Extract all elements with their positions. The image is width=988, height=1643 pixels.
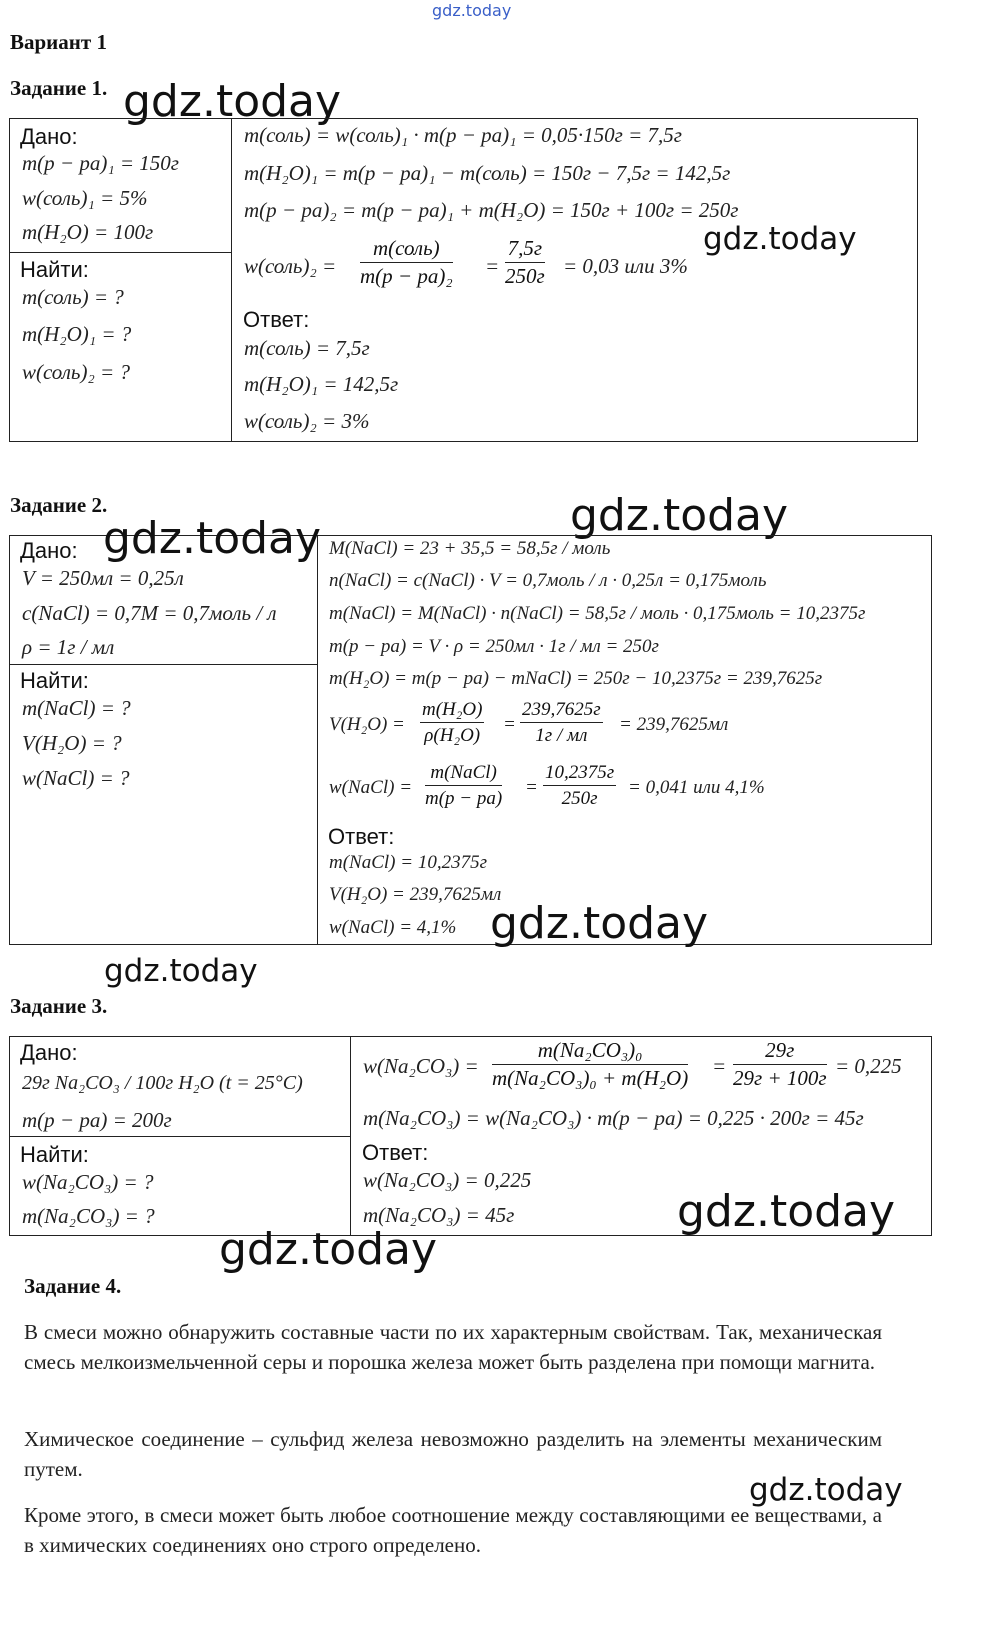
- task2-solution-line: m(p − pa) = V · ρ = 250мл · 1г / мл = 250г: [329, 636, 659, 657]
- task2-fraction: [425, 763, 502, 808]
- task3-fraction: [492, 1040, 688, 1089]
- task1-eq-sign: =: [485, 254, 500, 278]
- task2-answer: m(NaCl) = 10,2375г: [329, 852, 487, 873]
- task1-given-label: Дано:: [20, 124, 78, 149]
- task2-solution-line: m(NaCl) = M(NaCl) · n(NaCl) = 58,5г / моль · 0,175моль = 10,2375г: [329, 603, 866, 624]
- top-watermark: gdz.today: [432, 1, 512, 20]
- watermark: gdz.today: [219, 1224, 438, 1275]
- fraction-denominator: m(p − pa): [425, 788, 503, 809]
- fraction-denominator: ρ(H₂O): [424, 725, 481, 746]
- task2-find-item: w(NaCl) = ?: [22, 766, 130, 790]
- task2-eq-rhs: = 0,041 или 4,1%: [628, 777, 765, 798]
- watermark: gdz.today: [677, 1186, 896, 1237]
- task3-eq-rhs: = 0,225: [835, 1054, 902, 1078]
- task3-solution-line: m(Na₂CO₃) = w(Na₂CO₃) · m(p − pa) = 0,225 · 200г = 45г: [363, 1106, 864, 1130]
- fraction-denominator: m(Na₂CO₃)₀ + m(H₂O): [492, 1066, 689, 1090]
- watermark: gdz.today: [749, 1472, 903, 1508]
- task2-given-item: c(NaCl) = 0,7M = 0,7моль / л: [22, 601, 277, 625]
- task2-given-item: V = 250мл = 0,25л: [22, 566, 184, 590]
- task2-given-item: ρ = 1г / мл: [22, 635, 115, 659]
- task4-heading: Задание 4.: [24, 1274, 122, 1298]
- task3-eq-lhs: w(Na₂CO₃) =: [363, 1054, 479, 1078]
- task1-find-item: m(H₂O)₁ = ?: [22, 322, 132, 346]
- task2-eq-sign: =: [503, 714, 516, 735]
- task1-eq-lhs: w(соль)₂ =: [244, 254, 337, 278]
- task4-paragraph: В смеси можно обнаружить составные части по их характерным свойствам. Так, механическая смесь мелкоизмельченной серы и порошка железа может быть разделена при помощи магнита.: [24, 1320, 882, 1374]
- watermark: gdz.today: [703, 221, 857, 257]
- task2-find-label: Найти:: [20, 668, 89, 693]
- task3-answer-label: Ответ:: [362, 1140, 429, 1165]
- task1-fraction: [505, 238, 545, 287]
- watermark: gdz.today: [104, 953, 258, 989]
- task1-solution-line: m(соль) = w(соль)₁ · m(p − pa)₁ = 0,05·150г = 7,5г: [244, 123, 682, 147]
- task1-given-item: m(H₂O) = 100г: [22, 220, 154, 244]
- task3-find-item: w(Na₂CO₃) = ?: [22, 1170, 154, 1194]
- task3-given-label: Дано:: [20, 1040, 78, 1065]
- task2-solution-line: M(NaCl) = 23 + 35,5 = 58,5г / моль: [329, 538, 611, 559]
- fraction-denominator: 1г / мл: [535, 725, 588, 746]
- task1-given-item: w(соль)₁ = 5%: [22, 186, 148, 210]
- task1-divider: [231, 118, 232, 442]
- task3-given-item: 29г Na₂CO₃ / 100г H₂O (t = 25°C): [22, 1072, 303, 1094]
- task2-eq-rhs: = 239,7625мл: [619, 714, 729, 735]
- watermark: gdz.today: [123, 76, 342, 127]
- variant-title: Вариант 1: [10, 30, 107, 54]
- task3-eq-sign: =: [712, 1054, 727, 1078]
- task3-answer: w(Na₂CO₃) = 0,225: [363, 1168, 532, 1192]
- task3-find-label: Найти:: [20, 1142, 89, 1167]
- task2-solution-line: m(H₂O) = m(p − pa) − mNaCl) = 250г − 10,2375г = 239,7625г: [329, 668, 823, 689]
- task3-find-item: m(Na₂CO₃) = ?: [22, 1204, 155, 1228]
- task1-given-item: m(p − pa)₁ = 150г: [22, 151, 179, 175]
- task1-find-item: m(соль) = ?: [22, 285, 124, 309]
- fraction-numerator: 10,2375г: [543, 763, 616, 786]
- watermark: gdz.today: [570, 490, 789, 541]
- task1-find-item: w(соль)₂ = ?: [22, 360, 130, 384]
- fraction-denominator: 29г + 100г: [733, 1066, 827, 1090]
- task2-answer: w(NaCl) = 4,1%: [329, 917, 457, 938]
- task1-eq-rhs: = 0,03 или 3%: [563, 254, 688, 278]
- task2-given-label: Дано:: [20, 538, 78, 563]
- task2-answer: V(H₂O) = 239,7625мл: [329, 884, 502, 905]
- fraction-numerator: 29г: [733, 1040, 827, 1065]
- fraction-numerator: m(NaCl): [425, 763, 502, 786]
- task2-fraction: [420, 700, 484, 745]
- fraction-numerator: m(H₂O): [420, 700, 484, 723]
- task4-paragraph: Химическое соединение – сульфид железа невозможно разделить на элементы механическим путем.: [24, 1427, 882, 1481]
- task1-answer: m(H₂O)₁ = 142,5г: [244, 372, 399, 396]
- task2-find-item: m(NaCl) = ?: [22, 696, 131, 720]
- task3-answer: m(Na₂CO₃) = 45г: [363, 1203, 515, 1227]
- fraction-denominator: 250г: [561, 788, 598, 809]
- task2-eq-lhs: w(NaCl) =: [329, 777, 413, 798]
- fraction-denominator: m(p − pa)₂: [360, 264, 453, 288]
- task1-answer: m(соль) = 7,5г: [244, 336, 370, 360]
- fraction-numerator: m(соль): [360, 238, 453, 263]
- task2-divider: [317, 535, 318, 945]
- task1-answer: w(соль)₂ = 3%: [244, 409, 370, 433]
- task4-paragraph: Кроме этого, в смеси может быть любое соотношение между составляющими ее веществами, а в химических соединениях оно строго определено.: [24, 1503, 882, 1557]
- task3-fraction: [733, 1040, 827, 1089]
- task1-solution-line: m(H₂O)₁ = m(p − pa)₁ − m(соль) = 150г − 7,5г = 142,5г: [244, 161, 731, 185]
- task1-answer-label: Ответ:: [243, 307, 310, 332]
- fraction-numerator: 239,7625г: [520, 700, 603, 723]
- task2-answer-label: Ответ:: [328, 824, 395, 849]
- fraction-numerator: 7,5г: [505, 238, 545, 263]
- fraction-denominator: 250г: [505, 264, 545, 288]
- task1-fraction: [360, 238, 453, 287]
- watermark: gdz.today: [490, 898, 709, 949]
- task2-eq-sign: =: [525, 777, 538, 798]
- task3-given-divider: [9, 1136, 350, 1137]
- task1-find-label: Найти:: [20, 257, 89, 282]
- task1-heading: Задание 1.: [10, 76, 108, 100]
- task3-given-item: m(p − pa) = 200г: [22, 1108, 172, 1132]
- task3-heading: Задание 3.: [10, 994, 108, 1018]
- task2-solution-line: n(NaCl) = c(NaCl) · V = 0,7моль / л · 0,25л = 0,175моль: [329, 570, 767, 591]
- task2-fraction: [520, 700, 603, 745]
- task3-divider: [350, 1036, 351, 1236]
- task2-eq-lhs: V(H₂O) =: [329, 714, 405, 735]
- task1-solution-line: m(p − pa)₂ = m(p − pa)₁ + m(H₂O) = 150г + 100г = 250г: [244, 198, 739, 222]
- task2-heading: Задание 2.: [10, 493, 108, 517]
- fraction-numerator: m(Na₂CO₃)₀: [492, 1040, 688, 1065]
- task2-given-divider: [9, 664, 317, 665]
- task2-find-item: V(H₂O) = ?: [22, 731, 122, 755]
- task2-fraction: [543, 763, 616, 808]
- task1-given-divider: [9, 252, 231, 253]
- watermark: gdz.today: [103, 513, 322, 564]
